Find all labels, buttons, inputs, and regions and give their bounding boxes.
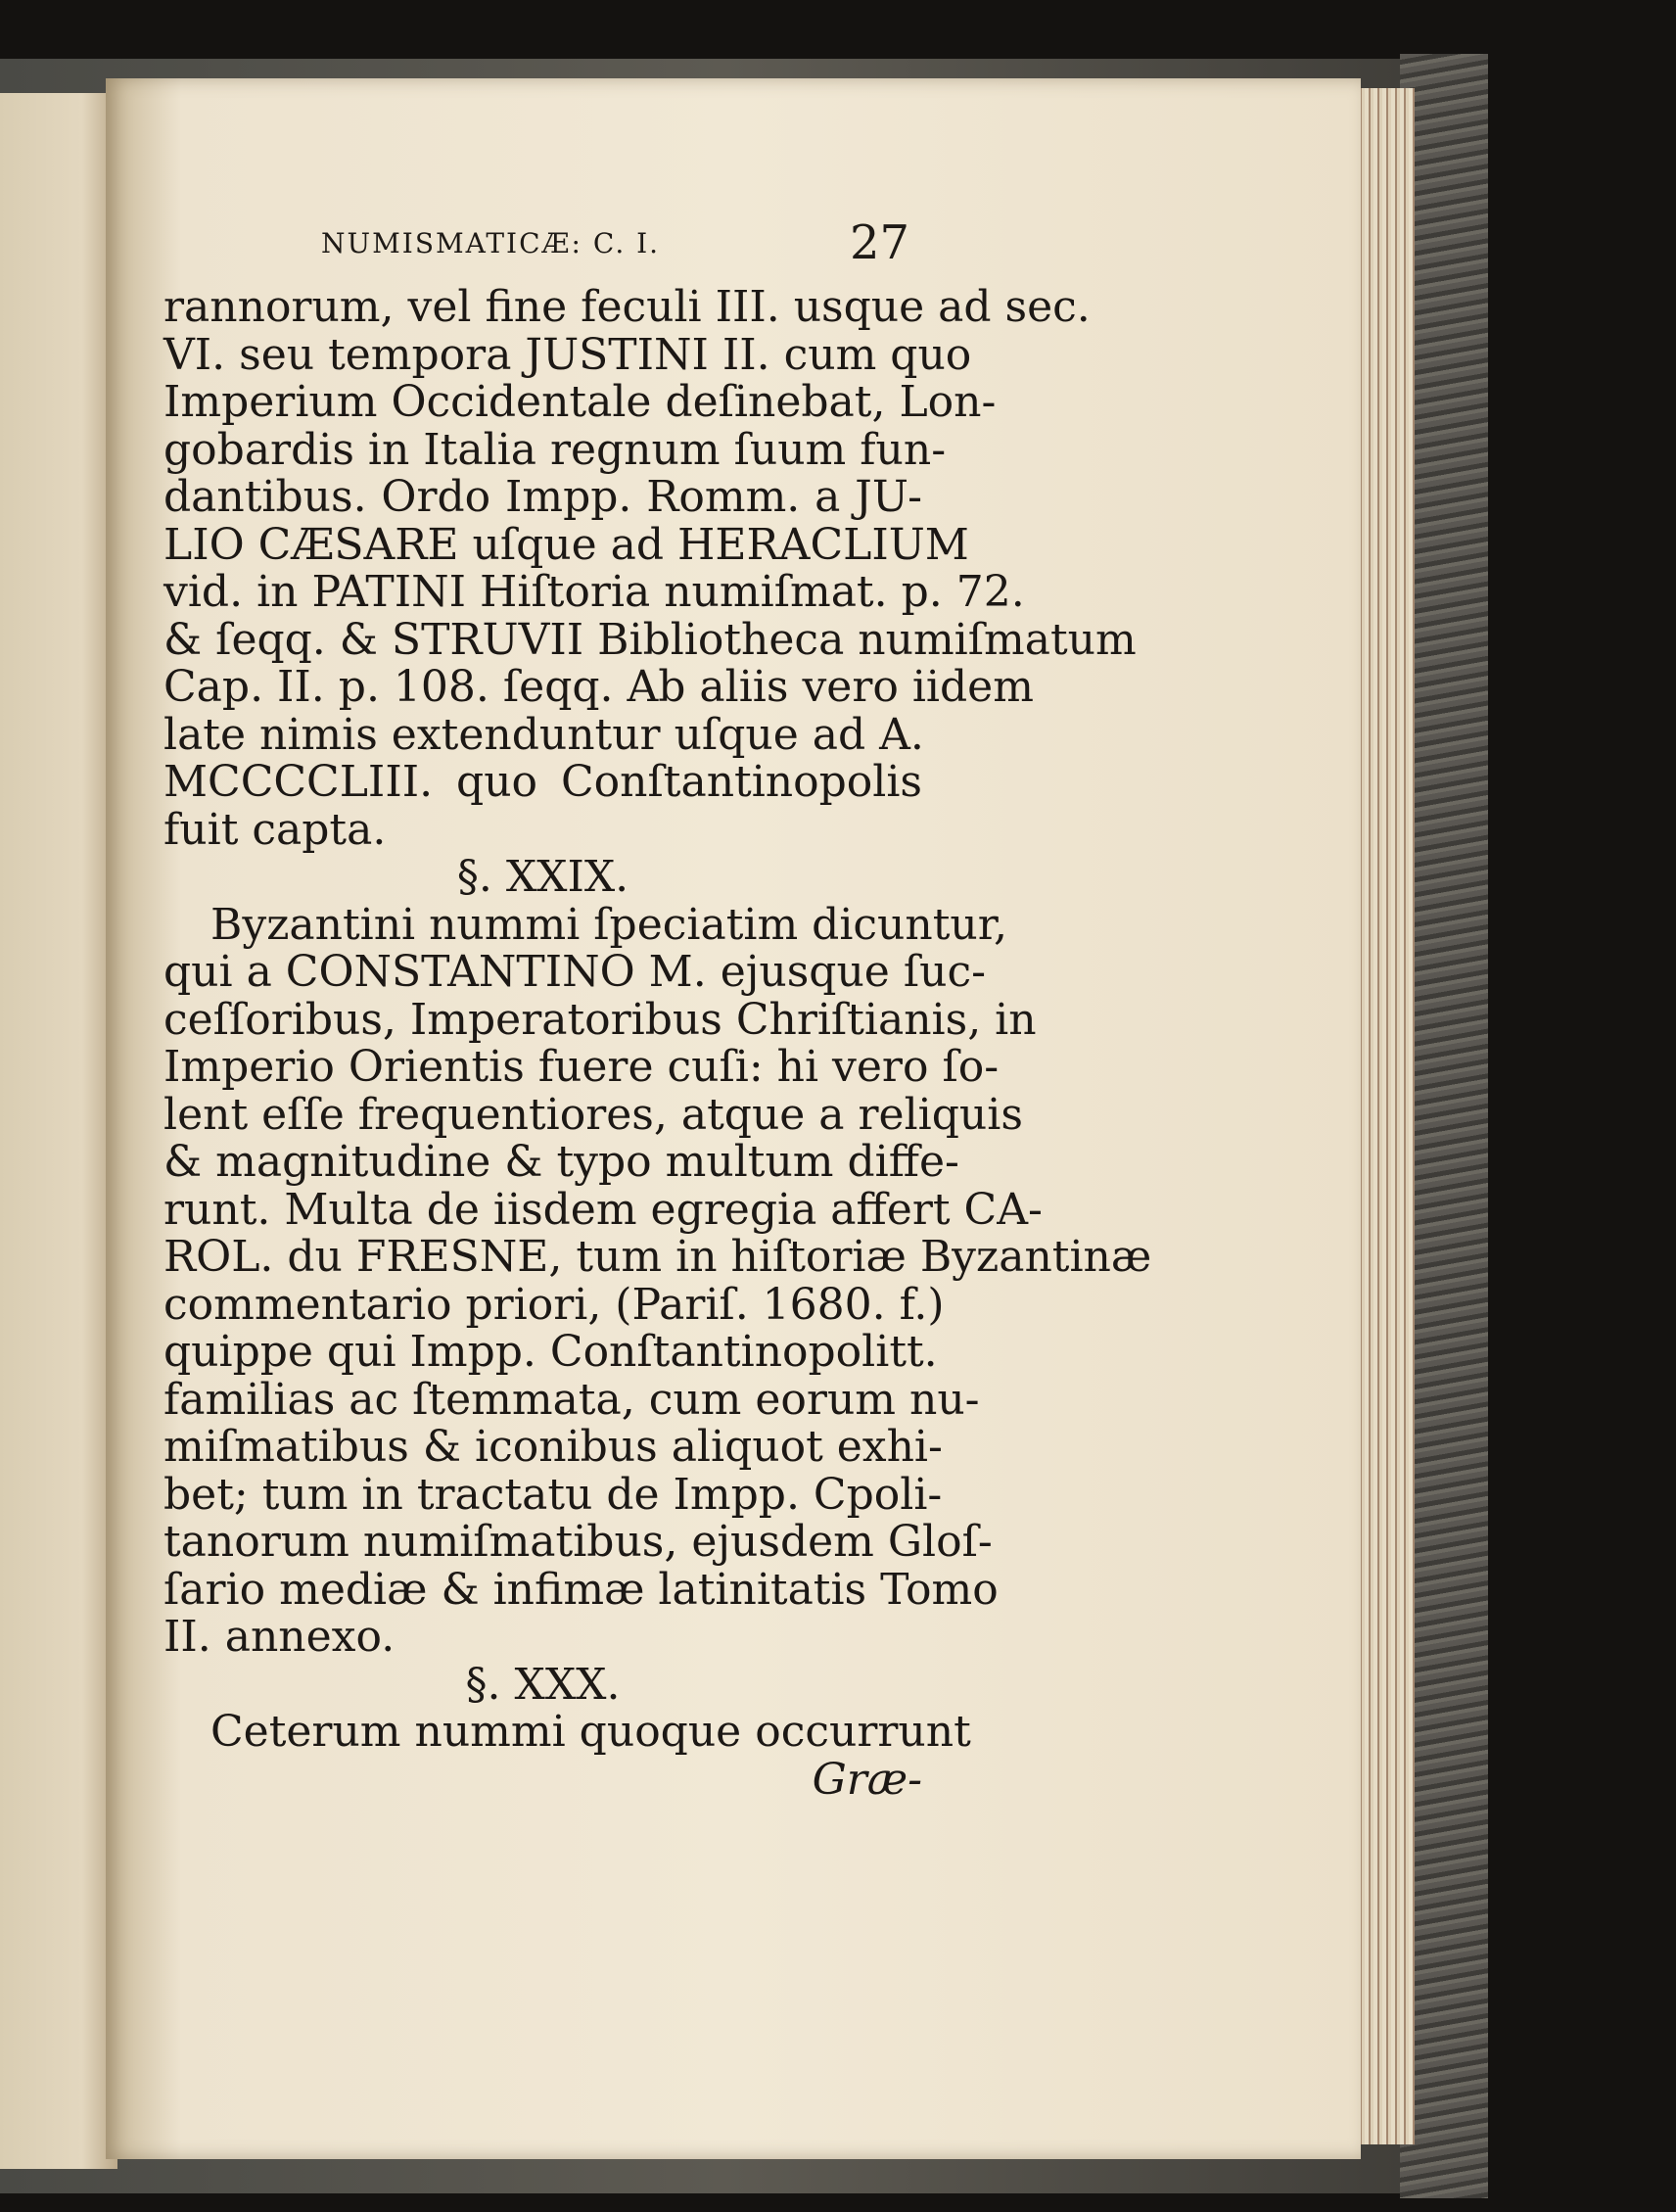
text-line: tanorum numiſmatibus, ejusdem Gloſ- [163,1517,993,1567]
running-head [321,215,908,274]
text-line: rannorum, vel fine feculi III. usque ad sec. [163,282,1091,332]
text-line: dantibus. Ordo Impp. Romm. a JU- [163,472,922,522]
page-number: 27 [850,215,910,270]
text-line: fuit capta. [163,804,387,855]
text-line: runt. Multa de iisdem egregia affert CA- [163,1184,1043,1235]
text-line: miſmatibus & iconibus aliquot exhi- [163,1422,943,1472]
running-head-title: NUMISMATICÆ: C. I. [321,227,661,259]
text-line: gobardis in Italia regnum ſuum fun- [163,424,947,475]
text-line: VI. seu tempora JUSTINI II. cum quo [163,329,972,380]
body-text [163,282,1152,1805]
left-page-edge [0,93,117,2169]
page-block-edges [1356,88,1415,2144]
text-line: MCCCCLIII. quo Conſtantinopolis [163,757,922,807]
section-heading: §. XXX. [465,1659,621,1710]
text-line: familias ac ſtemmata, cum eorum nu- [163,1374,980,1425]
text-line: ROL. du FRESNE, tum in hiſtoriæ Byzantinæ [163,1232,1152,1282]
text-line: Byzantini nummi ſpeciatim dicuntur, [210,899,1007,950]
text-line: Cap. II. p. 108. ſeqq. Ab aliis vero iidem [163,662,1034,712]
catchword: Græ- [812,1754,922,1805]
text-line: lent eſſe frequentiores, atque a reliquis [163,1089,1023,1140]
text-line: & magnitudine & typo multum diffe- [163,1137,959,1187]
text-line: & ſeqq. & STRUVII Bibliotheca numiſmatum [163,614,1137,665]
text-line: qui a CONSTANTINO M. ejusque ſuc- [163,947,986,997]
text-line: II. annexo. [163,1612,396,1662]
text-line: Ceterum nummi quoque occurrunt [210,1707,971,1757]
text-line: Imperio Orientis fuere cuſi: hi vero ſo- [163,1042,1000,1092]
text-line: Imperium Occidentale deſinebat, Lon- [163,377,997,427]
text-line: vid. in PATINI Hiſtoria numiſmat. p. 72. [163,567,1025,617]
text-line: commentario priori, (Pariſ. 1680. f.) [163,1279,945,1330]
text-line: bet; tum in tractatu de Impp. Cpoli- [163,1469,943,1520]
text-line: quippe qui Impp. Conſtantinopolitt. [163,1327,938,1377]
text-line: LIO CÆSARE uſque ad HERACLIUM [163,519,969,570]
text-line: ceſſoribus, Imperatoribus Chriſtianis, in [163,994,1037,1045]
section-heading: §. XXIX. [456,852,629,902]
text-line: ſario mediæ & infimæ latinitatis Tomo [163,1564,999,1615]
text-line: late nimis extenduntur uſque ad A. [163,709,924,760]
